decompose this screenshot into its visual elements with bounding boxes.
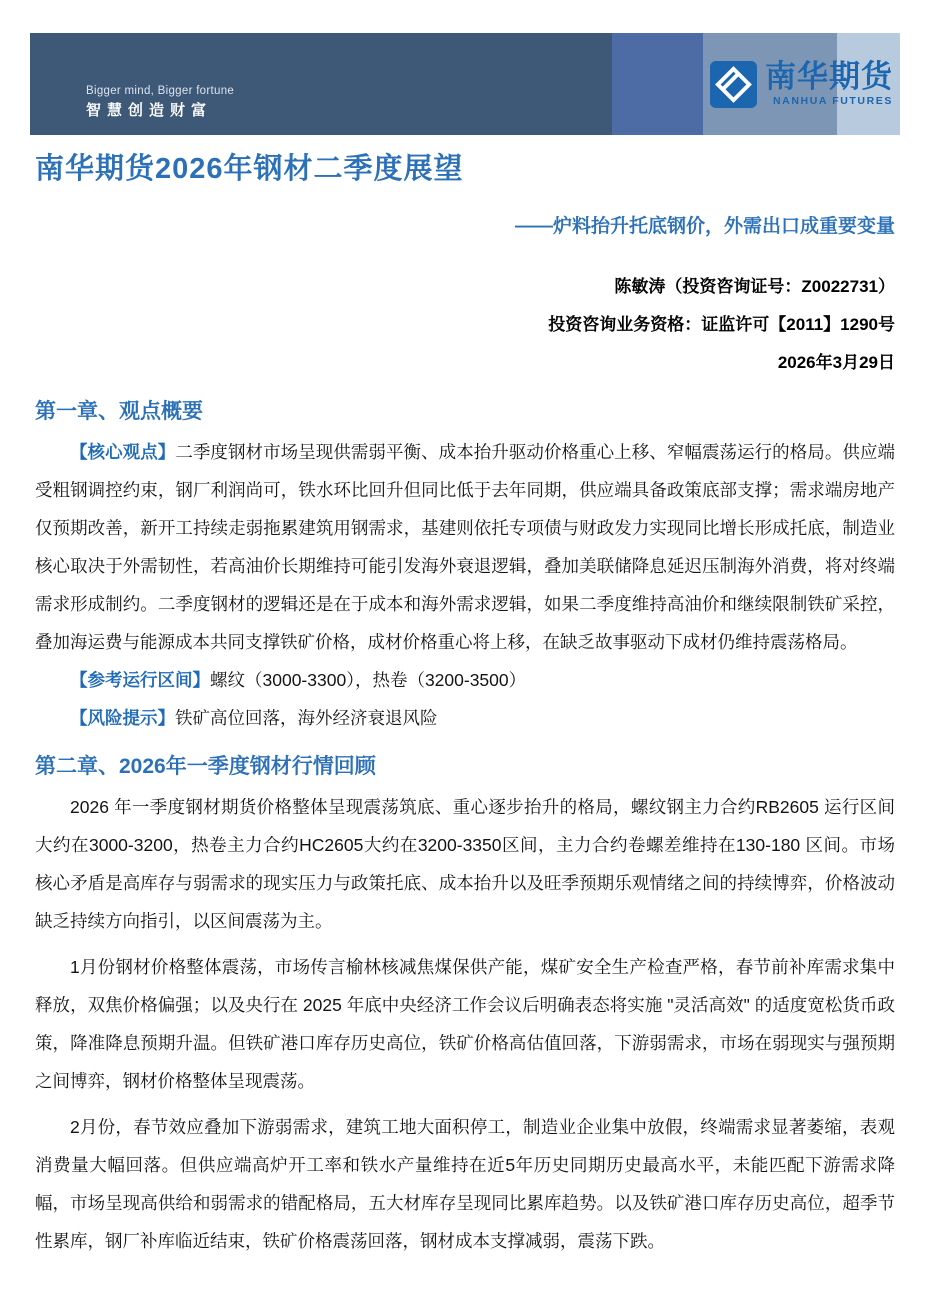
logo-name-chinese: 南华期货 xyxy=(765,59,893,94)
reference-range-line xyxy=(35,661,895,699)
risk-warning-text: 铁矿高位回落，海外经济衰退风险 xyxy=(175,708,438,729)
report-content xyxy=(35,135,895,1260)
company-slogan xyxy=(86,84,234,121)
risk-warning-label: 【风险提示】 xyxy=(70,708,175,729)
chapter1-core-paragraph xyxy=(35,433,895,661)
logo-text xyxy=(765,61,893,107)
reference-range-label: 【参考运行区间】 xyxy=(70,670,210,691)
logo-name-english: NANHUA FUTURES xyxy=(772,94,893,107)
core-view-text: 二季度钢材市场呈现供需弱平衡、成本抬升驱动价格重心上移、窄幅震荡运行的格局。供应端受粗钢调控约束，钢厂利润尚可，铁水环比回升但同比低于去年同期，供应端具备政策底部支撑；需求端房地产仅预期改善，新开工持续走弱拖累建筑用钢需求，基建则依托专项债与财政发力实现同比增长形成托底，制造业核心取决于外需韧性，若高油价长期维持可能引发海外衰退逻辑，叠加美联储降息延迟压制海外消费，将对终端需求形成制约。二季度钢材的逻辑还是在于成本和海外需求逻辑，如果二季度维持高油价和继续限制铁矿采控，叠加海运费与能源成本共同支撑铁矿价格，成材价格重心将上移，在缺乏故事驱动下成材仍维持震荡格局。 xyxy=(35,442,895,653)
company-logo xyxy=(710,61,893,108)
analyst-line: 陈敏涛（投资咨询证号：Z0022731） xyxy=(614,276,895,296)
chapter2-paragraph-2: 1月份钢材价格整体震荡，市场传言榆林核减焦煤保供产能，煤矿安全生产检查严格，春节前补库需求集中释放，双焦价格偏强；以及央行在 2025 年底中央经济工作会议后明确表态将实施 "灵活高效" 的适度宽松货币政策，降准降息预期升温。但铁矿港口库存历史高位，铁矿价格高估值回落，下游弱需求，市场在弱现实与强预期之间博弈，钢材价格整体呈现震荡。 xyxy=(35,957,895,1092)
banner-medium-block xyxy=(612,33,703,135)
slogan-chinese: 智慧创造财富 xyxy=(86,102,213,120)
chapter2-paragraph-3: 2月份，春节效应叠加下游弱需求，建筑工地大面积停工，制造业企业集中放假，终端需求显著萎缩，表观消费量大幅回落。但供应端高炉开工率和铁水产量维持在近5年历史同期历史最高水平，未能匹配下游需求降幅，市场呈现高供给和弱需求的错配格局，五大材库存呈现同比累库趋势。以及铁矿港口库存历史高位，超季节性累库，钢厂补库临近结束，铁矿价格震荡回落，钢材成本支撑减弱，震荡下跌。 xyxy=(35,1117,895,1252)
core-view-label: 【核心观点】 xyxy=(70,442,176,463)
report-subtitle: ——炉料抬升托底钢价，外需出口成重要变量 xyxy=(514,215,895,237)
header-banner xyxy=(30,33,900,135)
chapter2-paragraph-1: 2026 年一季度钢材期货价格整体呈现震荡筑底、重心逐步抬升的格局，螺纹钢主力合约RB2605 运行区间大约在3000-3200，热卷主力合约HC2605大约在3200-3350区间，主力合约卷螺差维持在130-180 区间。市场核心矛盾是高库存与弱需求的现实压力与政策托底、成本抬升以及旺季预期乐观情绪之间的持续博弈，价格波动缺乏持续方向指引，以区间震荡为主。 xyxy=(35,797,895,932)
report-date: 2026年3月29日 xyxy=(777,352,895,372)
reference-range-text: 螺纹（3000-3300），热卷（3200-3500） xyxy=(210,670,527,691)
byline-block xyxy=(35,268,895,382)
qualification-line: 投资咨询业务资格：证监许可【2011】1290号 xyxy=(548,314,895,334)
chapter1-heading: 第一章、观点概要 xyxy=(35,399,203,423)
slogan-english: Bigger mind, Bigger fortune xyxy=(86,84,235,97)
report-title: 南华期货2026年钢材二季度展望 xyxy=(35,153,464,185)
chapter2-heading: 第二章、2026年一季度钢材行情回顾 xyxy=(35,755,376,779)
risk-warning-line xyxy=(35,699,895,737)
banner-dark-block xyxy=(30,33,612,135)
nanhua-logo-icon xyxy=(710,61,757,108)
